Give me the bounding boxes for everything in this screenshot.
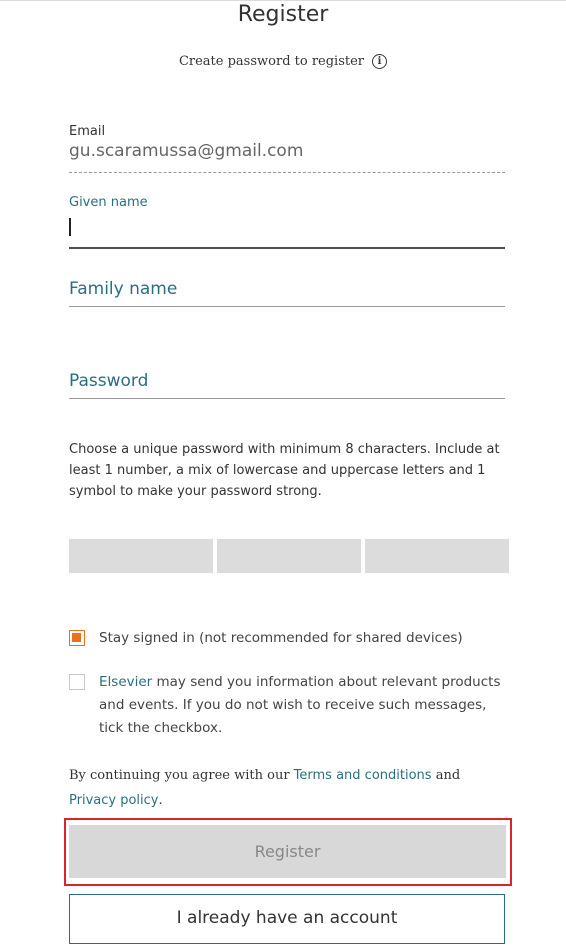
- password-label: Password: [69, 371, 149, 391]
- strength-segment: [365, 539, 509, 573]
- strength-segment: [217, 539, 361, 573]
- marketing-checkbox[interactable]: [69, 674, 85, 690]
- page-title: Register: [237, 2, 329, 27]
- strength-segment: [69, 539, 213, 573]
- stay-signed-in-label: Stay signed in (not recommended for shared devices): [99, 630, 463, 646]
- given-name-label: Given name: [69, 195, 148, 210]
- password-requirements: Choose a unique password with minimum 8 characters. Include at least 1 number, a mix of lowercase and uppercase letters and 1 symbol to make your password strong.: [69, 442, 500, 499]
- stay-signed-in-option[interactable]: [69, 627, 509, 650]
- terms-middle: and: [431, 768, 461, 783]
- password-strength-meter: [69, 539, 509, 573]
- marketing-label: may send you information about relevant products and events. If you do not wish to receive such messages, tick the checkbox.: [99, 674, 501, 736]
- family-name-field[interactable]: [69, 279, 505, 307]
- given-name-input[interactable]: [69, 218, 505, 240]
- given-name-field[interactable]: [69, 195, 505, 249]
- email-value: gu.scaramussa@gmail.com: [69, 141, 304, 161]
- page-subtitle: [0, 54, 566, 69]
- password-field[interactable]: [69, 371, 505, 399]
- info-icon[interactable]: i: [372, 54, 387, 69]
- stay-signed-in-checkbox[interactable]: [69, 630, 85, 646]
- register-button[interactable]: Register: [69, 825, 506, 878]
- terms-link[interactable]: Terms and conditions: [293, 768, 432, 783]
- elsevier-link[interactable]: Elsevier: [99, 674, 153, 690]
- text-caret: [69, 218, 71, 236]
- email-label: Email: [69, 124, 106, 139]
- terms-notice: [69, 763, 509, 813]
- top-divider: [0, 0, 566, 1]
- subtitle-text: Create password to register: [178, 54, 365, 69]
- marketing-option[interactable]: [69, 671, 509, 740]
- marketing-text: [99, 671, 509, 740]
- family-name-label: Family name: [69, 279, 178, 299]
- terms-prefix: By continuing you agree with our: [69, 768, 294, 783]
- already-have-account-button[interactable]: I already have an account: [69, 894, 505, 944]
- terms-suffix: .: [158, 793, 163, 808]
- privacy-link[interactable]: Privacy policy: [69, 793, 159, 808]
- email-field: [69, 124, 505, 173]
